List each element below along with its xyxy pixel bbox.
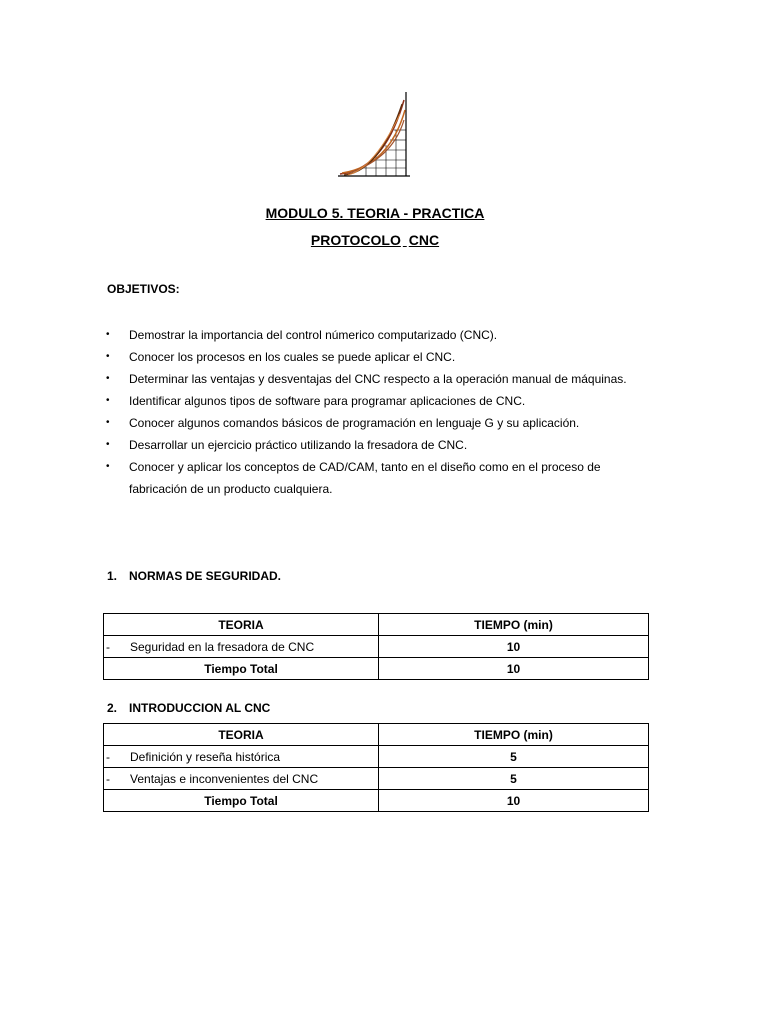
table-row xyxy=(104,768,649,790)
table-introduccion-cnc xyxy=(103,723,649,812)
row-text: Seguridad en la fresadora de CNC xyxy=(130,639,315,654)
page-subtitle xyxy=(0,232,750,248)
list-item xyxy=(104,368,644,390)
table-total-row xyxy=(104,790,649,812)
table-row xyxy=(104,746,649,768)
row-label xyxy=(104,636,379,658)
list-item xyxy=(104,412,644,434)
bullet: • xyxy=(106,461,110,472)
objectives-heading: OBJETIVOS: xyxy=(107,282,180,296)
section-number: 1. xyxy=(107,569,118,583)
row-dash: - xyxy=(106,771,110,786)
row-label xyxy=(104,746,379,768)
bullet: • xyxy=(106,395,110,406)
list-item xyxy=(104,324,644,346)
row-time: 5 xyxy=(379,768,649,790)
objective-text: Conocer los procesos en los cuales se puede aplicar el CNC. xyxy=(129,350,456,364)
objective-text: Determinar las ventajas y desventajas del CNC respecto a la operación manual de máquinas. xyxy=(129,372,627,386)
total-value: 10 xyxy=(379,658,649,680)
curve-graph-logo-icon xyxy=(334,90,414,180)
row-label xyxy=(104,768,379,790)
col-header-teoria: TEORIA xyxy=(104,724,379,746)
row-text: Definición y reseña histórica xyxy=(130,749,281,764)
row-time: 10 xyxy=(379,636,649,658)
subtitle-protocolo: PROTOCOLO xyxy=(310,232,401,248)
bullet: • xyxy=(106,351,110,362)
list-item xyxy=(104,434,644,456)
list-item xyxy=(104,390,644,412)
objective-text: Conocer algunos comandos básicos de programación en lenguaje G y su aplicación. xyxy=(129,416,580,430)
section-number: 2. xyxy=(107,701,118,715)
section-title: INTRODUCCION AL CNC xyxy=(129,701,271,715)
subtitle-cnc: CNC xyxy=(408,232,440,248)
bullet: • xyxy=(106,439,110,450)
total-label: Tiempo Total xyxy=(104,658,379,680)
table-total-row xyxy=(104,658,649,680)
row-dash: - xyxy=(106,749,110,764)
objective-text: Identificar algunos tipos de software para programar aplicaciones de CNC. xyxy=(129,394,526,408)
bullet: • xyxy=(106,373,110,384)
objectives-list xyxy=(104,324,644,500)
list-item xyxy=(104,346,644,368)
table-header-row xyxy=(104,724,649,746)
col-header-tiempo: TIEMPO (min) xyxy=(379,724,649,746)
bullet: • xyxy=(106,329,110,340)
row-text: Ventajas e inconvenientes del CNC xyxy=(130,771,319,786)
list-item xyxy=(104,456,644,500)
col-header-tiempo: TIEMPO (min) xyxy=(379,614,649,636)
total-label: Tiempo Total xyxy=(104,790,379,812)
bullet: • xyxy=(106,417,110,428)
section-title: NORMAS DE SEGURIDAD. xyxy=(129,569,282,583)
table-row xyxy=(104,636,649,658)
objective-text: Demostrar la importancia del control númerico computarizado (CNC). xyxy=(129,328,498,342)
row-time: 5 xyxy=(379,746,649,768)
section-heading-normas xyxy=(107,569,281,583)
table-header-row xyxy=(104,614,649,636)
total-value: 10 xyxy=(379,790,649,812)
col-header-teoria: TEORIA xyxy=(104,614,379,636)
table-normas-seguridad xyxy=(103,613,649,680)
row-dash: - xyxy=(106,639,110,654)
objective-text: Conocer y aplicar los conceptos de CAD/CAM, tanto en el diseño como en el proceso de fabricación de un producto cualquiera. xyxy=(129,460,601,496)
section-heading-introduccion xyxy=(107,701,270,715)
page-title: MODULO 5. TEORIA - PRACTICA xyxy=(265,205,485,221)
objective-text: Desarrollar un ejercicio práctico utilizando la fresadora de CNC. xyxy=(129,438,468,452)
